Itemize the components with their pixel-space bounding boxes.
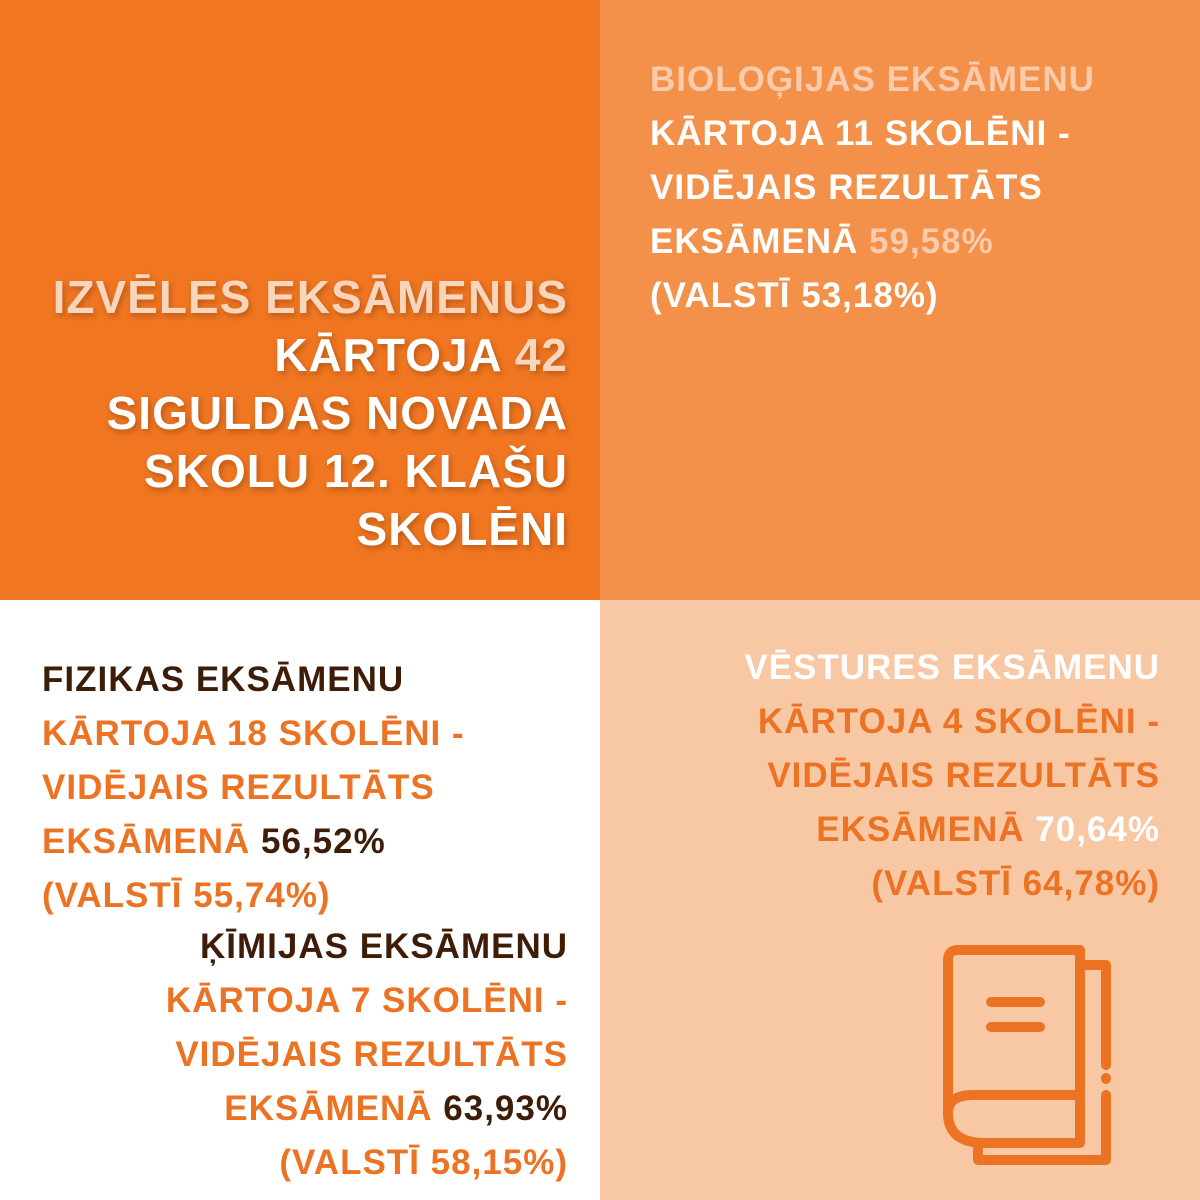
physics-result: 56,52% [261,822,386,861]
intro-line-4: SKOLU 12. KLAŠU [144,445,568,497]
chemistry-line-2: KĀRTOJA 7 SKOLĒNI - [165,981,568,1020]
biology-text [650,53,1095,323]
intro-line-2 [53,326,568,384]
physics-line-4-text: EKSĀMENĀ [42,822,262,861]
physics-national: (VALSTĪ 55,74%) [42,876,331,915]
intro-line-2-text: KĀRTOJA [274,329,515,381]
history-line-3: VIDĒJAIS REZULTĀTS [767,756,1160,795]
biology-title: BIOLOĢIJAS EKSĀMENU [650,60,1095,99]
chemistry-line-3: VIDĒJAIS REZULTĀTS [175,1035,568,1074]
intro-line-5: SKOLĒNI [356,503,568,555]
physics-title: FIZIKAS EKSĀMENU [42,660,405,699]
chemistry-title: ĶĪMIJAS EKSĀMENU [200,927,568,966]
history-line-2: KĀRTOJA 4 SKOLĒNI - [757,702,1160,741]
biology-result: 59,58% [869,222,994,261]
history-national: (VALSTĪ 64,78%) [871,864,1160,903]
physics-line-4 [42,815,465,869]
history-result: 70,64% [1035,810,1160,849]
intro-line-3: SIGULDAS NOVADA [106,387,568,439]
book-icon [943,945,1113,1165]
chemistry-text [166,920,568,1190]
history-line-4-text: EKSĀMENĀ [816,810,1036,849]
biology-line-4-text: EKSĀMENĀ [650,222,870,261]
history-title: VĒSTURES EKSĀMENU [744,648,1160,687]
intro-line-1: IZVĒLES EKSĀMENUS [52,271,568,323]
intro-text [53,268,568,558]
intro-count: 42 [514,329,568,381]
biology-line-4 [650,215,1095,269]
chemistry-national: (VALSTĪ 58,15%) [279,1143,568,1182]
biology-line-2: KĀRTOJA 11 SKOLĒNI - [650,114,1071,153]
chemistry-line-4-text: EKSĀMENĀ [224,1089,444,1128]
physics-line-3: VIDĒJAIS REZULTĀTS [42,768,435,807]
physics-text [42,653,465,923]
biology-national: (VALSTĪ 53,18%) [650,276,939,315]
biology-line-3: VIDĒJAIS REZULTĀTS [650,168,1043,207]
chemistry-result: 63,93% [443,1089,568,1128]
history-text [744,641,1160,911]
history-line-4 [744,803,1160,857]
chemistry-line-4 [166,1082,568,1136]
physics-line-2: KĀRTOJA 18 SKOLĒNI - [42,714,465,753]
